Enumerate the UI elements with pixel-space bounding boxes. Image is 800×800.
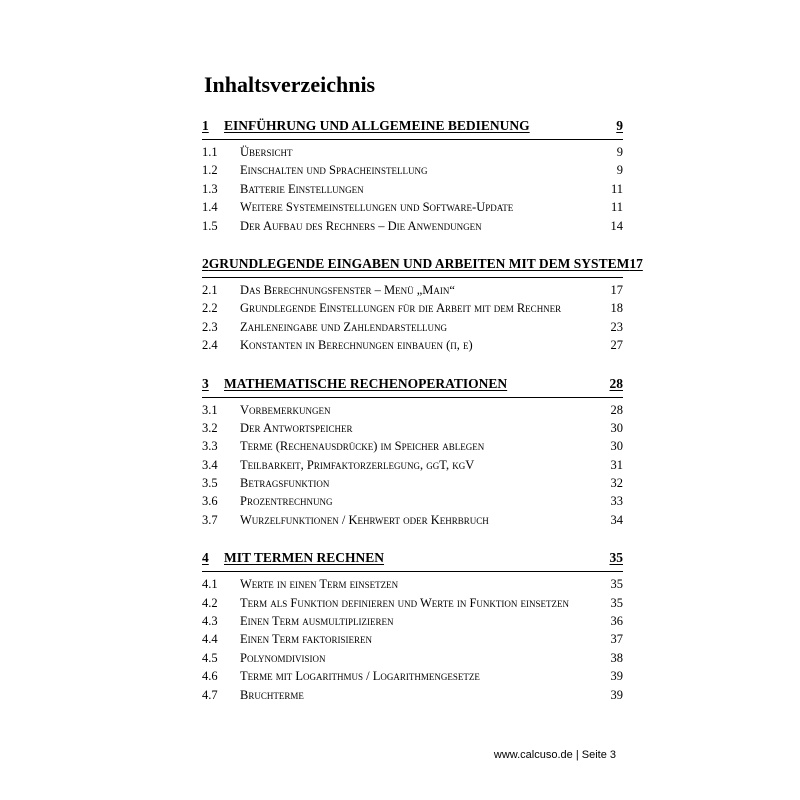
chapter-heading-2[interactable] — [202, 255, 643, 274]
chapter-number: 1 — [202, 118, 209, 133]
entry-number: 3.3 — [202, 439, 218, 454]
entry-title: Übersicht — [240, 145, 293, 159]
entry-number: 4.3 — [202, 614, 218, 629]
entry-number: 2.3 — [202, 319, 218, 334]
entry-title: Werte in einen Term einsetzen — [240, 577, 399, 592]
toc-entry[interactable] — [202, 577, 623, 595]
entry-page: 9 — [616, 145, 623, 159]
entry-title: Terme (Rechenausdrücke) im Speicher ablegen — [240, 439, 485, 454]
entry-page: 30 — [610, 420, 623, 435]
entry-title: Batterie Einstellungen — [240, 181, 364, 196]
chapter-number: 2 — [202, 255, 209, 271]
entry-title: Der Antwortspeicher — [240, 420, 353, 435]
entry-number: 4.4 — [202, 632, 218, 647]
chapter-title: MIT TERMEN RECHNEN — [224, 550, 385, 566]
entry-page: 39 — [610, 669, 623, 684]
toc-entry[interactable] — [202, 669, 623, 687]
entry-page: 36 — [610, 614, 623, 629]
entry-title: Einen Term faktorisieren — [240, 632, 372, 647]
entry-number: 2.4 — [202, 338, 218, 353]
entry-title: Weitere Systemeinstellungen und Software-Update — [240, 200, 514, 215]
entry-page: 35 — [610, 577, 623, 592]
chapter-divider — [202, 277, 623, 278]
entry-title: Einen Term ausmultiplizieren — [240, 614, 394, 629]
entry-title: Teilbarkeit, Primfaktorzerlegung, ggT, kgV — [240, 457, 475, 472]
entry-page: 14 — [610, 218, 623, 233]
entry-number: 1.1 — [202, 145, 218, 159]
entry-page: 39 — [610, 687, 623, 702]
toc-entry[interactable] — [202, 439, 623, 457]
chapter-page: 28 — [609, 375, 623, 391]
entry-number: 4.6 — [202, 669, 218, 684]
toc-entry[interactable] — [202, 614, 623, 632]
entry-number: 3.2 — [202, 420, 218, 435]
entry-title: Grundlegende Einstellungen für die Arbeit mit dem Rechner — [240, 301, 562, 316]
entry-number: 4.5 — [202, 650, 218, 665]
entry-title: Term als Funktion definieren und Werte in Funktion einsetzen — [240, 595, 570, 610]
toc-entry[interactable] — [202, 301, 623, 319]
chapter-title: MATHEMATISCHE RECHENOPERATIONEN — [224, 375, 508, 391]
entry-number: 4.2 — [202, 595, 218, 610]
entry-page: 17 — [610, 282, 623, 297]
toc-entry[interactable] — [202, 651, 623, 669]
entry-page: 28 — [610, 402, 623, 417]
entry-number: 1.3 — [202, 181, 218, 196]
entry-page: 11 — [610, 181, 623, 196]
entry-title: Konstanten in Berechnungen einbauen (π, e) — [240, 338, 473, 353]
toc-entry[interactable] — [202, 182, 623, 200]
toc-entry[interactable] — [202, 338, 623, 356]
chapter-divider — [202, 397, 623, 398]
toc-entry[interactable] — [202, 219, 623, 237]
chapter-heading-1[interactable] — [202, 118, 623, 136]
chapter-number: 4 — [202, 550, 209, 566]
entry-page: 38 — [610, 650, 623, 665]
toc-entry[interactable] — [202, 421, 623, 439]
entry-title: Polynomdivision — [240, 650, 326, 665]
entry-page: 35 — [610, 595, 623, 610]
chapter-heading-4[interactable] — [202, 550, 623, 568]
chapter-divider — [202, 139, 623, 140]
toc-entry[interactable] — [202, 283, 623, 301]
entry-title: Betragsfunktion — [240, 476, 330, 491]
chapter-title: EINFÜHRUNG UND ALLGEMEINE BEDIENUNG — [224, 118, 530, 133]
entry-number: 1.2 — [202, 163, 218, 178]
table-of-contents — [202, 118, 643, 706]
entry-page: 11 — [610, 200, 623, 215]
toc-entry[interactable] — [202, 596, 623, 614]
toc-entry[interactable] — [202, 632, 623, 650]
entry-number: 1.4 — [202, 200, 218, 215]
entry-page: 31 — [610, 457, 623, 472]
entry-title: Bruchterme — [240, 687, 304, 702]
toc-entry[interactable] — [202, 494, 623, 512]
page-title: Inhaltsverzeichnis — [204, 72, 376, 97]
entry-number: 2.2 — [202, 301, 218, 316]
chapter-number: 3 — [202, 375, 209, 391]
page-footer: www.calcuso.de | Seite 3 — [493, 749, 616, 761]
chapter-heading-3[interactable] — [202, 376, 623, 394]
toc-entry[interactable] — [202, 458, 623, 476]
entry-number: 1.5 — [202, 218, 218, 233]
entry-number: 3.1 — [202, 402, 218, 417]
chapter-page: 17 — [629, 255, 643, 271]
entry-page: 30 — [610, 439, 623, 454]
entry-title: Einschalten und Spracheinstellung — [240, 163, 428, 178]
entry-title: Vorbemerkungen — [240, 402, 331, 417]
toc-entry[interactable] — [202, 403, 623, 421]
entry-page: 18 — [610, 301, 623, 316]
entry-title: Das Berechnungsfenster – Menü „Main“ — [240, 282, 455, 297]
toc-entry[interactable] — [202, 688, 623, 706]
toc-entry[interactable] — [202, 513, 623, 531]
toc-entry[interactable] — [202, 163, 623, 181]
entry-page: 32 — [610, 476, 623, 491]
entry-title: Wurzelfunktionen / Kehrwert oder Kehrbruch — [240, 512, 489, 527]
entry-page: 27 — [610, 338, 623, 353]
entry-page: 23 — [610, 319, 623, 334]
entry-number: 3.7 — [202, 512, 218, 527]
entry-title: Prozentrechnung — [240, 494, 333, 509]
entry-page: 33 — [610, 494, 623, 509]
chapter-page: 9 — [616, 118, 623, 133]
toc-entry[interactable] — [202, 476, 623, 494]
entry-title: Der Aufbau des Rechners – Die Anwendungen — [240, 218, 482, 233]
entry-page: 9 — [616, 163, 623, 178]
toc-entry[interactable] — [202, 320, 623, 338]
chapter-divider — [202, 571, 623, 572]
entry-number: 3.6 — [202, 494, 218, 509]
entry-number: 3.5 — [202, 476, 218, 491]
entry-number: 2.1 — [202, 282, 218, 297]
toc-entry[interactable] — [202, 145, 623, 163]
entry-title: Zahleneingabe und Zahlendarstellung — [240, 319, 447, 334]
entry-number: 4.1 — [202, 577, 218, 592]
entry-number: 4.7 — [202, 687, 218, 702]
chapter-page: 35 — [609, 550, 623, 566]
entry-page: 37 — [610, 632, 623, 647]
chapter-title: GRUNDLEGENDE EINGABEN UND ARBEITEN MIT DEM SYSTEM — [208, 255, 630, 271]
toc-entry[interactable] — [202, 200, 623, 218]
entry-title: Terme mit Logarithmus / Logarithmengesetze — [240, 669, 480, 684]
entry-number: 3.4 — [202, 457, 218, 472]
entry-page: 34 — [610, 512, 623, 527]
